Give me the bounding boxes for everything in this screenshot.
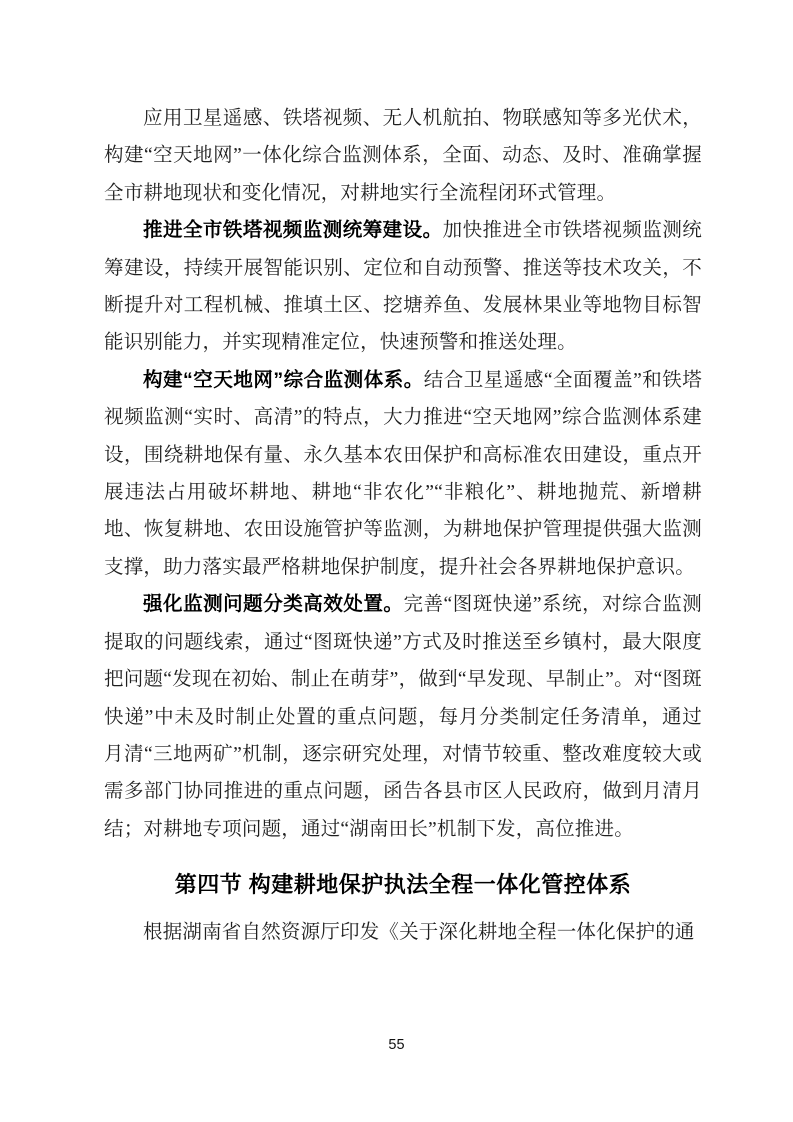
paragraph-tower-video-monitoring [104,212,702,362]
paragraph-lead: 推进全市铁塔视频监测统筹建设。 [143,219,443,242]
paragraph-problem-disposal [104,586,702,848]
paragraph-text: 应用卫星遥感、铁塔视频、无人机航拍、物联感知等多光伏术，构建“空天地网”一体化综合监测体系，全面、动态、及时、准确掌握全市耕地现状和变化情况，对耕地实行全流程闭环式管理。 [104,108,702,204]
page-content [104,100,702,952]
paragraph-sky-ground-network [104,362,702,586]
page-number: 55 [388,1037,405,1053]
paragraph-text: 完善“图斑快递”系统，对综合监测提取的问题线索，通过“图斑快递”方式及时推送至乡镇村，最大限度把问题“发现在初始、制止在萌芽”，做到“早发现、早制止”。对“图斑快递”中未及时制止处置的重点问题，每月分类制定任务清单，通过月清“三地两矿”机制，逐宗研究处理，对情节较重、整改难度较大或需多部门协同推进的重点问题，函告各县市区人民政府，做到月清月结；对耕地专项问题，通过“湖南田长”机制下发，高位推进。 [104,594,702,840]
paragraph-text: 加快推进全市铁塔视频监测统筹建设，持续开展智能识别、定位和自动预警、推送等技术攻关，不断提升对工程机械、推填土区、挖塘养鱼、发展林果业等地物目标智能识别能力，并实现精准定位，快速预警和推送处理。 [104,220,702,354]
paragraph-text: 结合卫星遥感“全面覆盖”和铁塔视频监测“实时、高清”的特点，大力推进“空天地网”综合监测体系建设，围绕耕地保有量、永久基本农田保护和高标准农田建设，重点开展违法占用破坏耕地、耕地“非农化”“非粮化”、耕地抛荒、新增耕地、恢复耕地、农田设施管护等监测，为耕地保护管理提供强大监测支撑，助力落实最严格耕地保护制度，提升社会各界耕地保护意识。 [104,369,702,578]
paragraph-monitoring-system-intro [104,100,702,212]
section-heading: 第四节 构建耕地保护执法全程一体化管控体系 [174,872,632,898]
paragraph-lead: 构建“空天地网”综合监测体系。 [143,368,424,391]
paragraph-text: 根据湖南省自然资源厅印发《关于深化耕地全程一体化保护的通 [143,922,695,944]
paragraph-closing-truncated [104,914,702,951]
paragraph-lead: 强化监测问题分类高效处置。 [143,593,404,616]
page-footer [0,1036,793,1054]
